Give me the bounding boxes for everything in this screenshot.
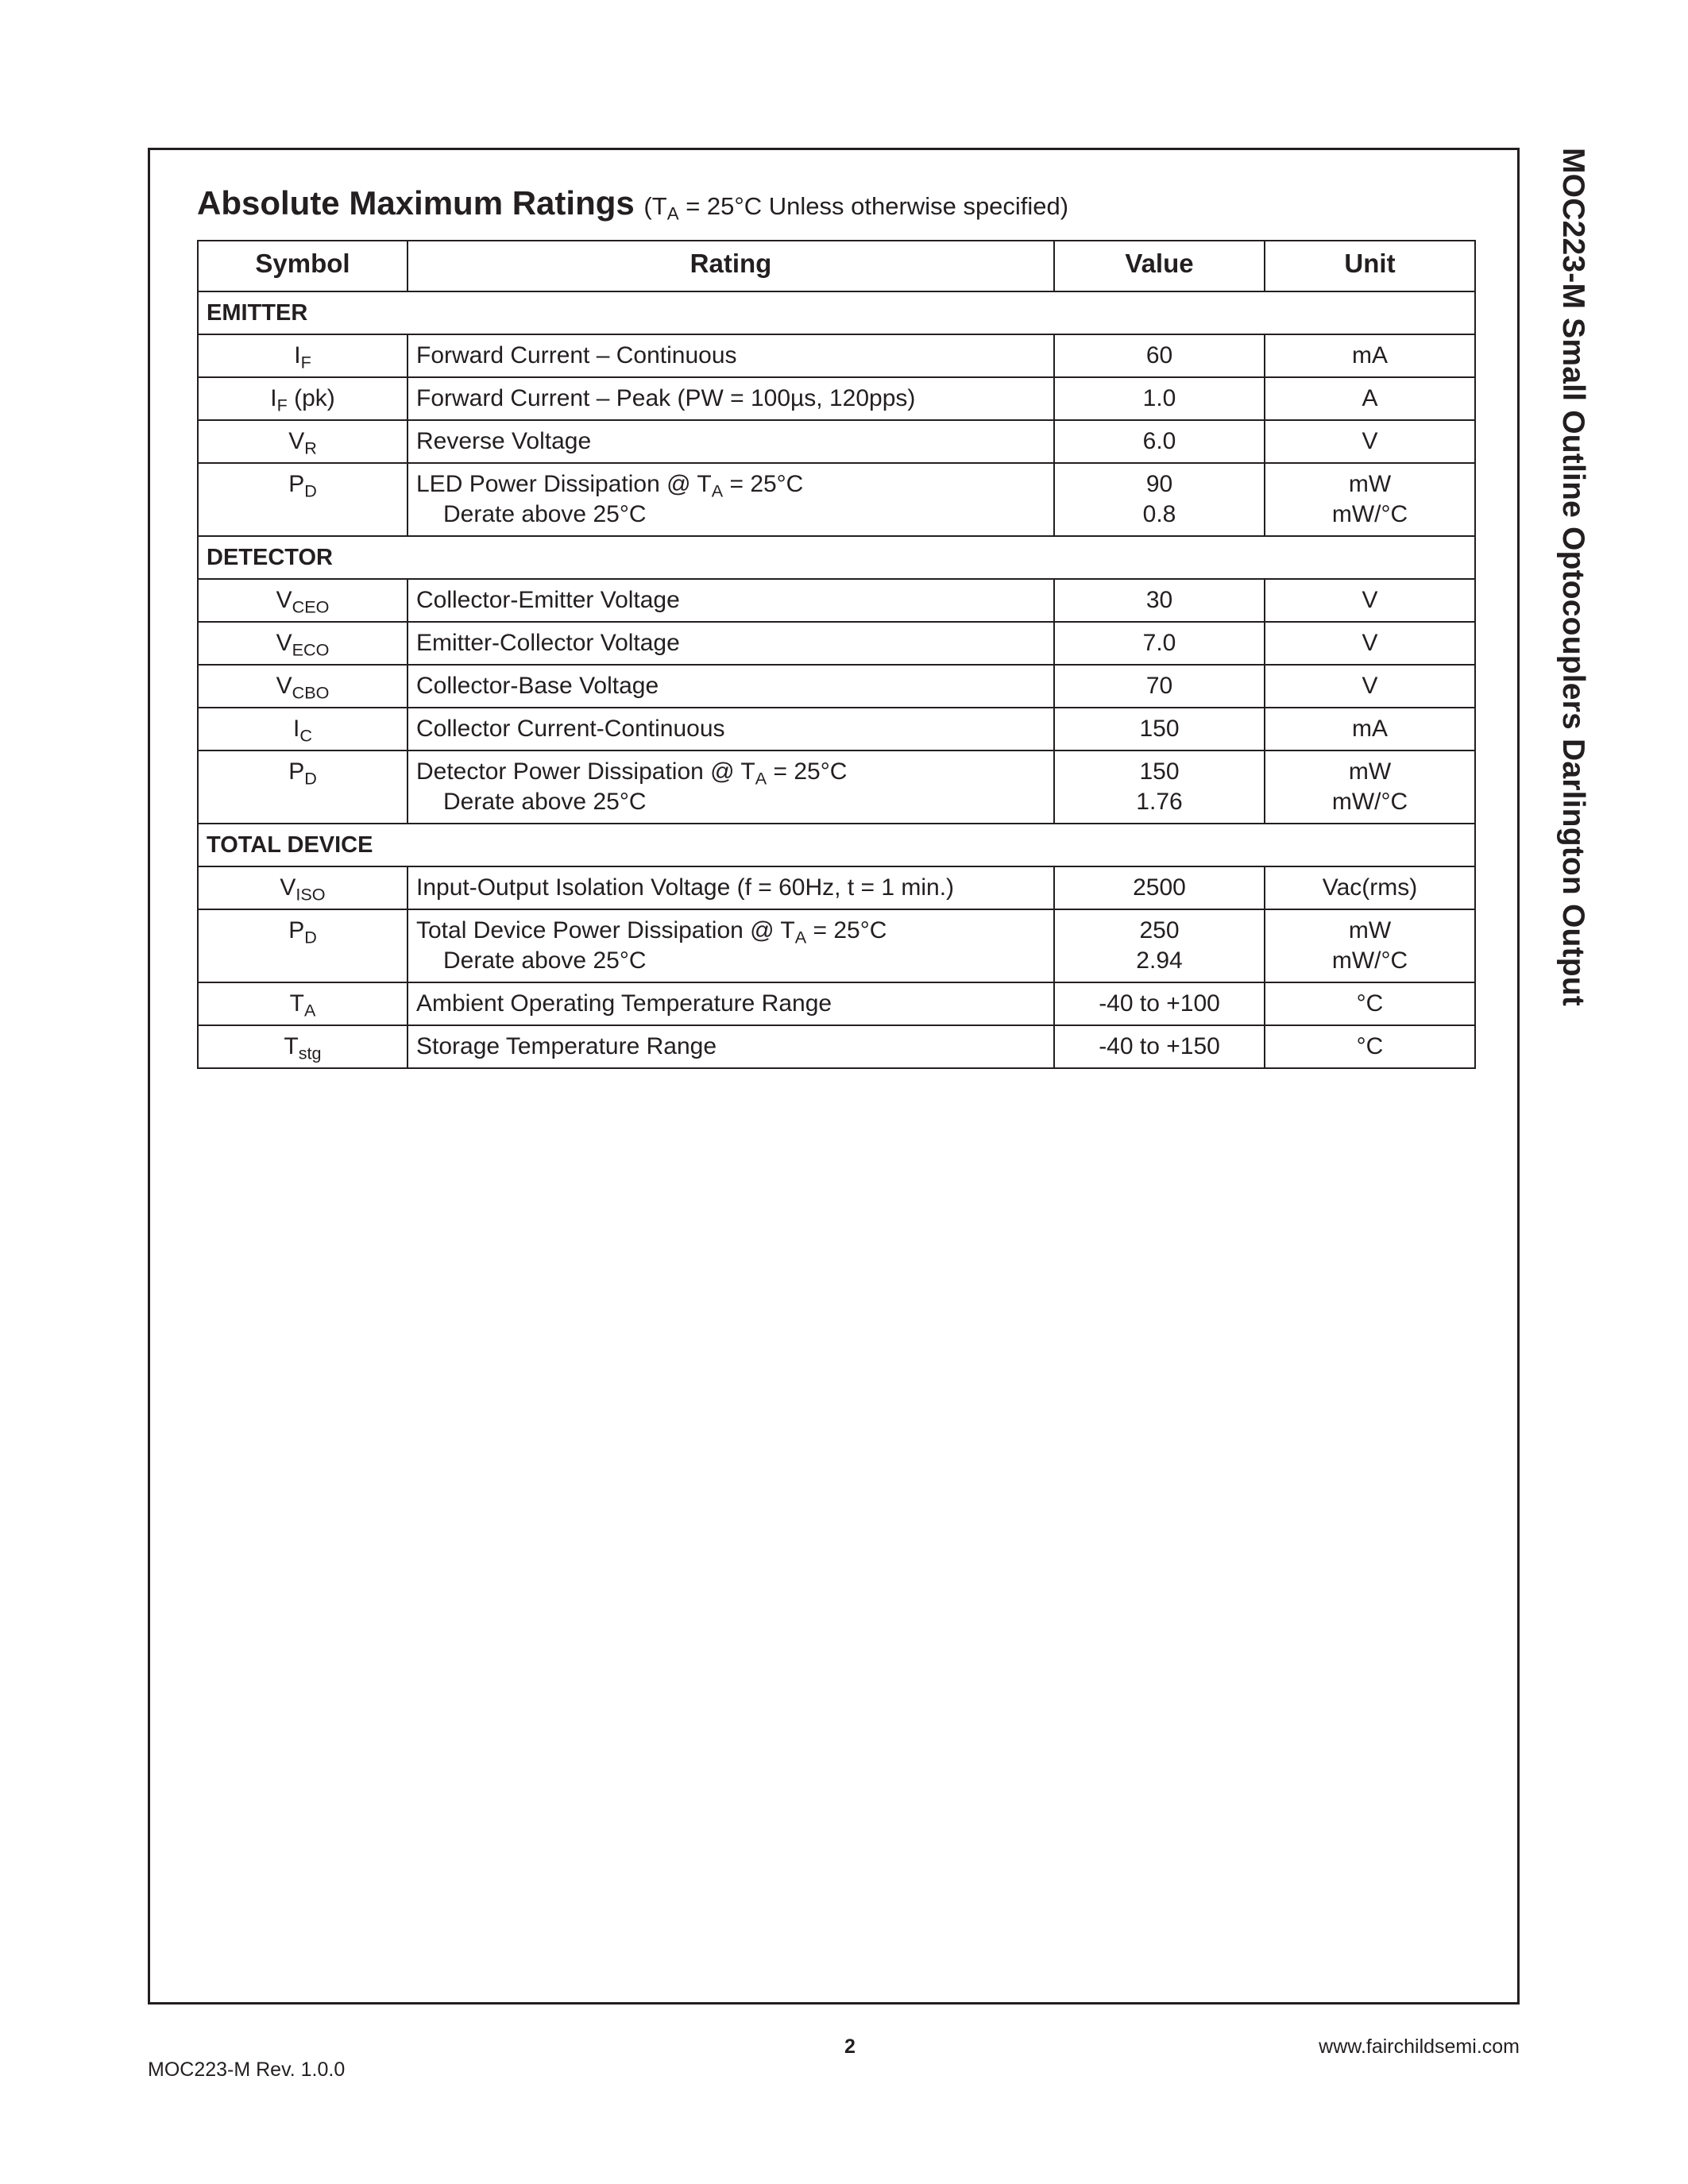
header-value: Value [1054, 241, 1265, 291]
unit-cell: °C [1265, 1025, 1475, 1068]
value-cell: 6.0 [1054, 420, 1265, 463]
rating-cell: LED Power Dissipation @ $T_A = 25^\circ C$ Derate above 25°C [408, 463, 1054, 536]
rating-cell: Ambient Operating Temperature Range [408, 982, 1054, 1025]
footer-doc-id: MOC223-M Rev. 1.0.0 [148, 2059, 346, 2081]
value-cell: 250 2.94 [1054, 909, 1265, 982]
rating-cell: Forward Current – Continuous [408, 334, 1054, 377]
header-rating: Rating [408, 241, 1054, 291]
header-symbol: Symbol [198, 241, 408, 291]
value-cell: 7.0 [1054, 622, 1265, 665]
rating-cell: Total Device Power Dissipation @ $T_A = 25^\circ C$ Derate above 25°C [408, 909, 1054, 982]
symbol-cell: $I_C$ [198, 708, 408, 751]
page-number: 2 [844, 2035, 856, 2058]
section-label: TOTAL DEVICE [198, 824, 1475, 866]
value-cell: 70 [1054, 665, 1265, 708]
unit-cell: mW mW/°C [1265, 751, 1475, 824]
symbol-cell: $T_A$ [198, 982, 408, 1025]
value-cell: 90 0.8 [1054, 463, 1265, 536]
rating-cell: Reverse Voltage [408, 420, 1054, 463]
rating-cell: Collector-Emitter Voltage [408, 579, 1054, 622]
section-label: DETECTOR [198, 536, 1475, 579]
header-unit: Unit [1265, 241, 1475, 291]
symbol-cell: $V_{ISO}$ [198, 866, 408, 909]
table-header-row [198, 241, 1475, 291]
unit-cell: °C [1265, 982, 1475, 1025]
unit-cell: mA [1265, 334, 1475, 377]
table-row [198, 1025, 1475, 1068]
rating-cell: Collector-Base Voltage [408, 665, 1054, 708]
rating-cell: Collector Current-Continuous [408, 708, 1054, 751]
symbol-cell: $V_R$ [198, 420, 408, 463]
unit-cell: A [1265, 377, 1475, 420]
value-cell: 150 [1054, 708, 1265, 751]
value-cell: -40 to +100 [1054, 982, 1265, 1025]
unit-cell: mW mW/°C [1265, 909, 1475, 982]
heading-title: Absolute Maximum Ratings [197, 184, 635, 222]
symbol-cell: $T_{stg}$ [198, 1025, 408, 1068]
symbol-cell: $I_F$ (pk) [198, 377, 408, 420]
footer-website-link[interactable]: www.fairchildsemi.com [1319, 2035, 1520, 2058]
table-row [198, 866, 1475, 909]
symbol-cell: $V_{CBO}$ [198, 665, 408, 708]
table-row [198, 982, 1475, 1025]
rating-cell: Detector Power Dissipation @ $T_A = 25^\circ C$ Derate above 25°C [408, 751, 1054, 824]
table-row [198, 420, 1475, 463]
unit-cell: Vac(rms) [1265, 866, 1475, 909]
value-cell: 60 [1054, 334, 1265, 377]
side-title: MOC223-M Small Outline Optocouplers Darlington Output [1556, 148, 1590, 1006]
section-row-detector [198, 536, 1475, 579]
table-row [198, 751, 1475, 824]
table-row [198, 377, 1475, 420]
symbol-cell: $P_D$ [198, 909, 408, 982]
rating-cell: Emitter-Collector Voltage [408, 622, 1054, 665]
unit-cell: V [1265, 665, 1475, 708]
ratings-table [197, 240, 1476, 1069]
table-row [198, 579, 1475, 622]
table-row [198, 665, 1475, 708]
value-cell: 150 1.76 [1054, 751, 1265, 824]
section-row-total-device [198, 824, 1475, 866]
section-heading [197, 184, 1068, 222]
table-row [198, 622, 1475, 665]
unit-cell: V [1265, 420, 1475, 463]
value-cell: -40 to +150 [1054, 1025, 1265, 1068]
symbol-cell: $V_{CEO}$ [198, 579, 408, 622]
rating-cell: Storage Temperature Range [408, 1025, 1054, 1068]
table-row [198, 463, 1475, 536]
value-cell: 2500 [1054, 866, 1265, 909]
unit-cell: V [1265, 579, 1475, 622]
rating-cell: Input-Output Isolation Voltage (f = 60Hz, t = 1 min.) [408, 866, 1054, 909]
rating-cell: Forward Current – Peak (PW = 100µs, 120pps) [408, 377, 1054, 420]
unit-cell: mW mW/°C [1265, 463, 1475, 536]
unit-cell: V [1265, 622, 1475, 665]
table-row [198, 334, 1475, 377]
symbol-cell: $P_D$ [198, 463, 408, 536]
section-row-emitter [198, 291, 1475, 334]
value-cell: 1.0 [1054, 377, 1265, 420]
table-row [198, 909, 1475, 982]
section-label: EMITTER [198, 291, 1475, 334]
unit-cell: mA [1265, 708, 1475, 751]
value-cell: 30 [1054, 579, 1265, 622]
symbol-cell: $P_D$ [198, 751, 408, 824]
symbol-cell: $I_F$ [198, 334, 408, 377]
symbol-cell: $V_{ECO}$ [198, 622, 408, 665]
heading-condition: ($T_A = 25^\circ C$ Unless otherwise specified) [643, 192, 1069, 224]
table-row [198, 708, 1475, 751]
